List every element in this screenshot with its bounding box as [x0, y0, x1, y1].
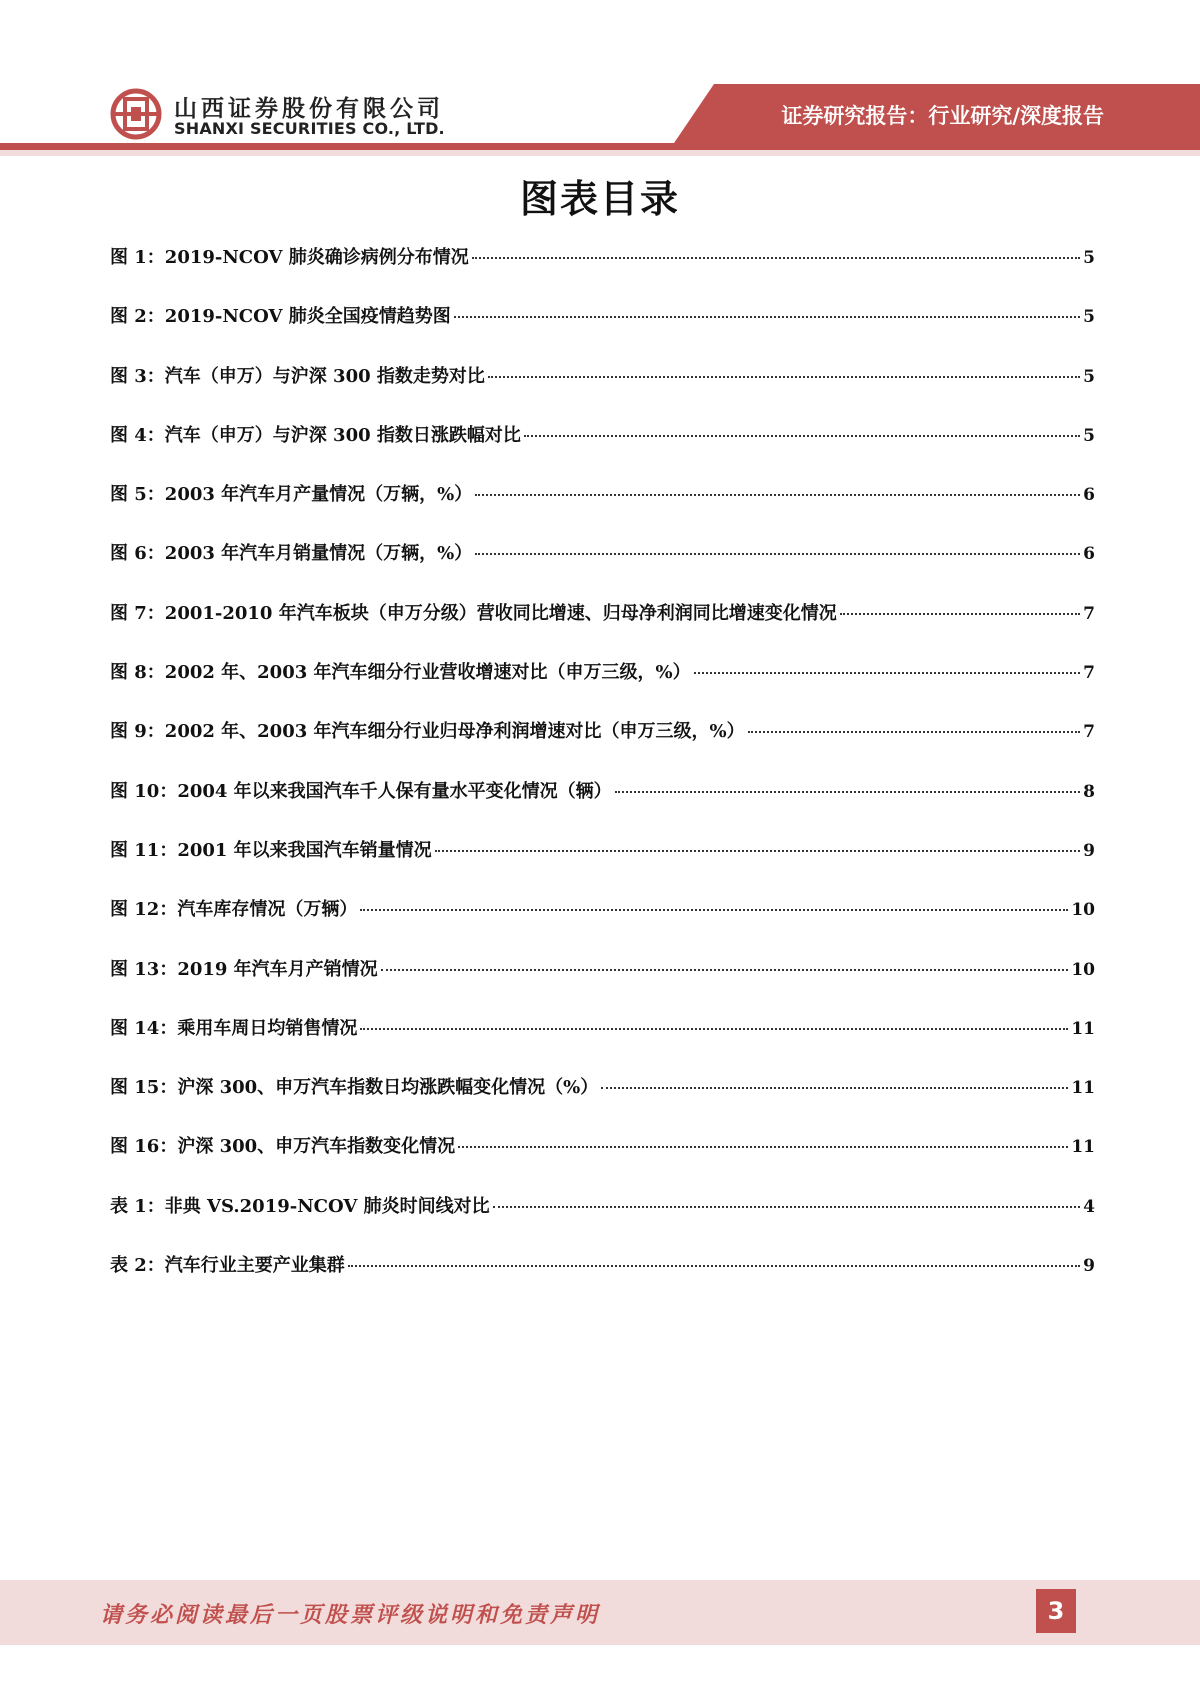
toc-entry-page: 6 — [1083, 544, 1095, 565]
toc-entry-label: 图 5：2003 年汽车月产量情况（万辆，%） — [110, 484, 473, 506]
toc-entry[interactable] — [110, 658, 1095, 717]
toc-entry[interactable] — [110, 895, 1095, 954]
toc-entry[interactable] — [110, 777, 1095, 836]
toc-entry[interactable] — [110, 421, 1095, 480]
page-header — [0, 0, 1200, 165]
toc-entry-page: 7 — [1083, 722, 1095, 743]
toc-entry[interactable] — [110, 1251, 1095, 1310]
toc-leader-dots — [840, 613, 1080, 615]
company-name-en: SHANXI SECURITIES CO., LTD. — [174, 119, 445, 138]
toc-leader-dots — [694, 672, 1081, 674]
toc-leader-dots — [360, 1028, 1068, 1030]
toc-entry-page: 5 — [1083, 248, 1095, 268]
toc-entry[interactable] — [110, 1192, 1095, 1251]
toc-leader-dots — [488, 376, 1080, 378]
toc-leader-dots — [435, 850, 1080, 852]
toc-entry-page: 9 — [1083, 1256, 1095, 1277]
toc-entry-label: 图 12：汽车库存情况（万辆） — [110, 899, 358, 921]
toc-entry-label: 图 10：2004 年以来我国汽车千人保有量水平变化情况（辆） — [110, 780, 612, 802]
page-number: 3 — [1036, 1589, 1076, 1633]
toc-entry-label: 图 6：2003 年汽车月销量情况（万辆，%） — [110, 543, 473, 565]
toc-entry[interactable] — [110, 362, 1095, 421]
toc-entry[interactable] — [110, 955, 1095, 1014]
toc-entry[interactable] — [110, 480, 1095, 539]
toc-entry[interactable] — [110, 1132, 1095, 1191]
toc-entry[interactable] — [110, 599, 1095, 658]
toc-leader-dots — [615, 791, 1080, 793]
toc-entry[interactable] — [110, 243, 1095, 302]
toc-entry-label: 图 2：2019-NCOV 肺炎全国疫情趋势图 — [110, 306, 451, 328]
toc-leader-dots — [458, 1146, 1068, 1148]
header-divider-light — [0, 150, 1200, 156]
toc-entry-page: 9 — [1083, 840, 1095, 861]
toc-entry-page: 5 — [1083, 425, 1095, 446]
toc-leader-dots — [348, 1265, 1080, 1267]
toc-entry-page: 7 — [1083, 603, 1095, 624]
toc-entry-label: 图 8：2002 年、2003 年汽车细分行业营收增速对比（申万三级，%） — [110, 662, 691, 684]
toc-leader-dots — [475, 494, 1080, 496]
toc-entry-label: 图 15：沪深 300、申万汽车指数日均涨跌幅变化情况（%） — [110, 1077, 599, 1099]
toc-entry-label: 图 1：2019-NCOV 肺炎确诊病例分布情况 — [110, 247, 469, 268]
toc-leader-dots — [475, 553, 1080, 555]
toc-entry[interactable] — [110, 836, 1095, 895]
toc-entry-label: 图 9：2002 年、2003 年汽车细分行业归母净利润增速对比（申万三级，%） — [110, 721, 745, 743]
toc-leader-dots — [381, 969, 1069, 971]
toc-entry-page: 11 — [1071, 1078, 1095, 1099]
toc-leader-dots — [360, 909, 1068, 911]
toc-entry[interactable] — [110, 717, 1095, 776]
toc-entry-label: 图 4：汽车（申万）与沪深 300 指数日涨跌幅对比 — [110, 424, 521, 446]
toc-entry-page: 10 — [1071, 959, 1095, 980]
toc-entry-page: 4 — [1083, 1196, 1095, 1217]
toc-entry-page: 10 — [1071, 900, 1095, 921]
toc-leader-dots — [601, 1087, 1068, 1089]
toc-entry-page: 11 — [1071, 1137, 1095, 1158]
toc-leader-dots — [748, 731, 1081, 733]
toc-entry-label: 图 11：2001 年以来我国汽车销量情况 — [110, 839, 432, 861]
toc-leader-dots — [472, 257, 1080, 259]
table-of-figures — [110, 243, 1095, 1310]
page-title: 图表目录 — [519, 177, 680, 221]
toc-entry-label: 图 7：2001-2010 年汽车板块（申万分级）营收同比增速、归母净利润同比增速变化情况 — [110, 602, 837, 624]
footer-disclaimer: 请务必阅读最后一页股票评级说明和免责声明 — [100, 1602, 601, 1628]
toc-entry-label: 图 13：2019 年汽车月产销情况 — [110, 958, 378, 980]
toc-entry[interactable] — [110, 302, 1095, 361]
toc-leader-dots — [454, 316, 1080, 318]
toc-entry-page: 5 — [1083, 366, 1095, 387]
toc-leader-dots — [524, 435, 1080, 437]
toc-entry-page: 11 — [1071, 1018, 1095, 1039]
shanxi-securities-logo-icon — [110, 88, 162, 140]
toc-entry-page: 8 — [1083, 781, 1095, 802]
header-divider — [0, 143, 1200, 150]
toc-entry[interactable] — [110, 539, 1095, 598]
toc-entry-page: 5 — [1083, 307, 1095, 328]
toc-entry[interactable] — [110, 1014, 1095, 1073]
toc-entry-label: 表 1：非典 VS.2019-NCOV 肺炎时间线对比 — [110, 1195, 490, 1217]
toc-entry-page: 7 — [1083, 663, 1095, 684]
toc-entry-label: 图 14：乘用车周日均销售情况 — [110, 1017, 358, 1039]
toc-entry-label: 表 2：汽车行业主要产业集群 — [110, 1255, 345, 1277]
toc-leader-dots — [493, 1206, 1081, 1208]
toc-entry[interactable] — [110, 1073, 1095, 1132]
toc-entry-label: 图 3：汽车（申万）与沪深 300 指数走势对比 — [110, 365, 485, 387]
report-type: 证券研究报告：行业研究/深度报告 — [781, 104, 1104, 128]
toc-entry-label: 图 16：沪深 300、申万汽车指数变化情况 — [110, 1136, 456, 1158]
company-name-cn: 山西证券股份有限公司 — [174, 96, 444, 122]
toc-entry-page: 6 — [1083, 485, 1095, 506]
